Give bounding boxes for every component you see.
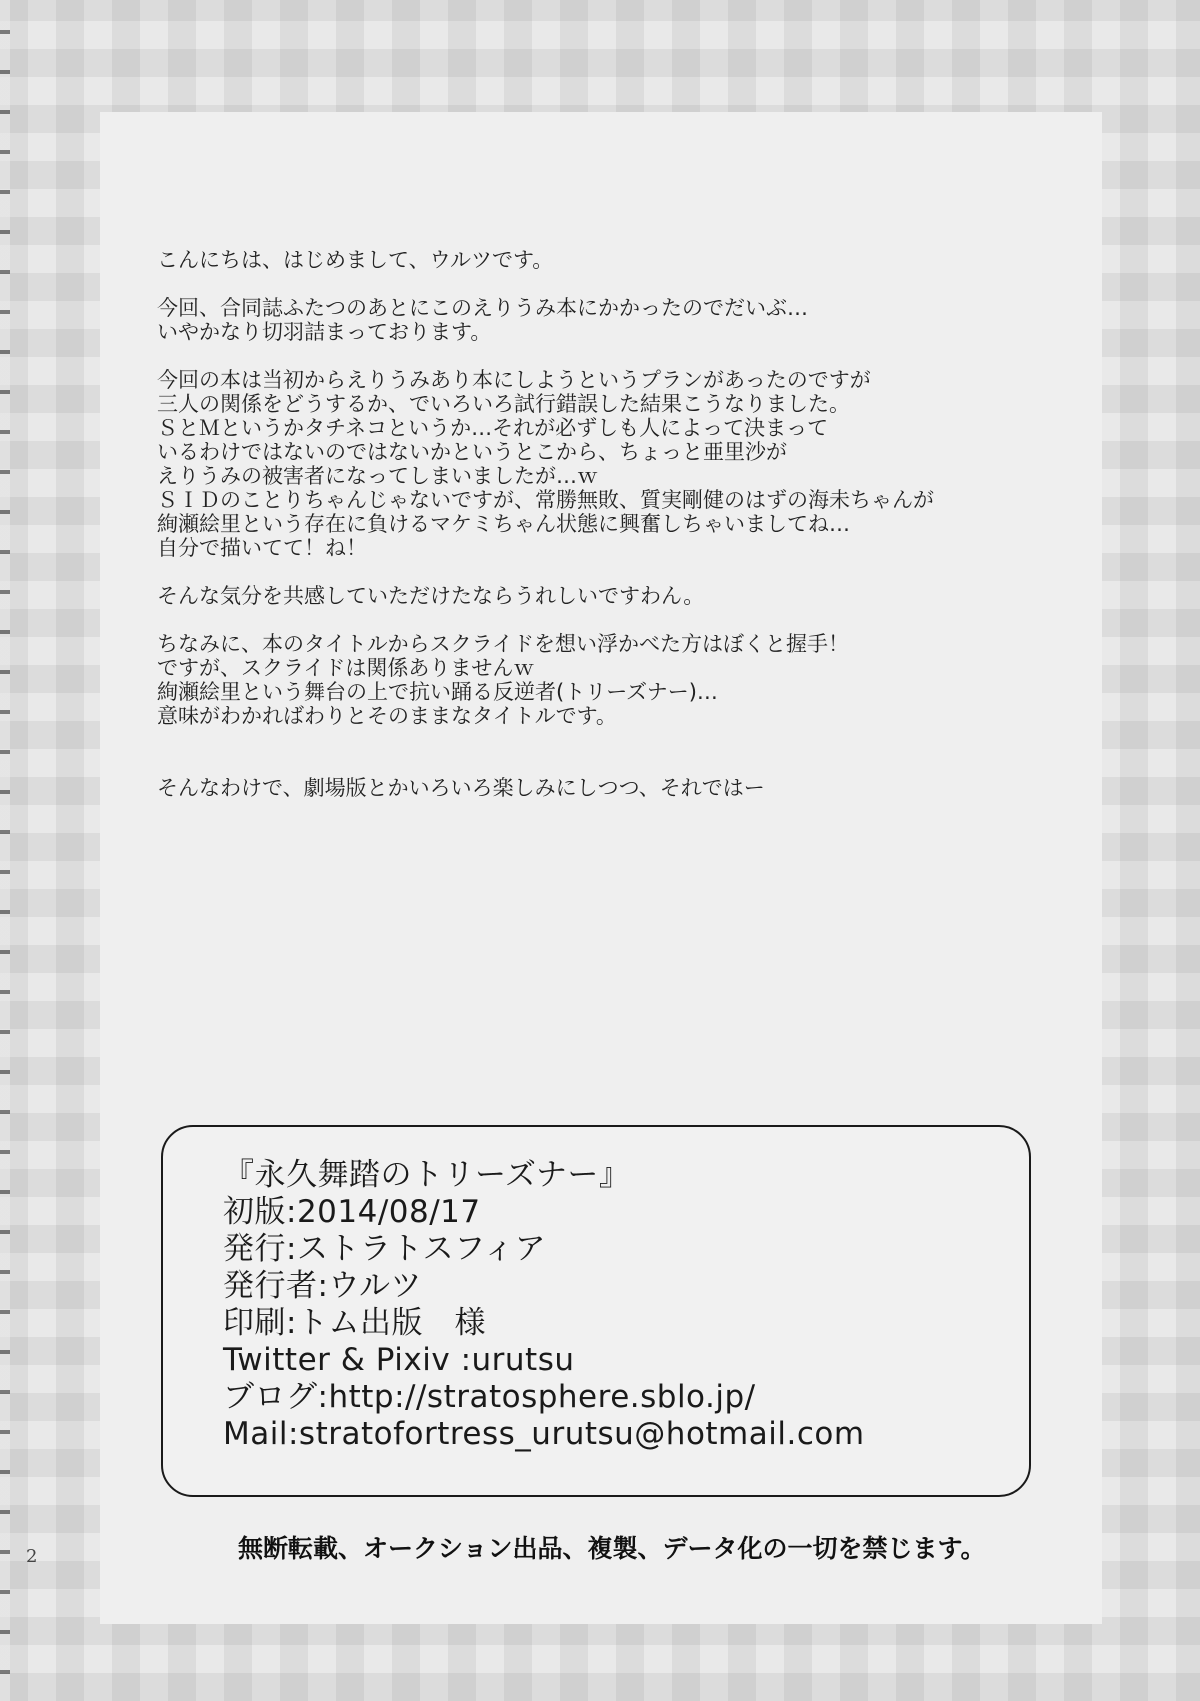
text-line: ちなみに、本のタイトルからスクライドを想い浮かべた方はぼくと握手！ [157,632,849,656]
paragraph-title-note [157,632,1087,728]
text-line: 三人の関係をどうするか、でいろいろ試行錯誤した結果こうなりました。 [157,392,850,416]
text-line: 自分で描いてて！ね！ [157,536,367,560]
page-number: 2 [26,1546,38,1567]
text-line: いるわけではないのではないかというとこから、ちょっと亜里沙が [157,440,787,464]
text-line: 絢瀬絵里という存在に負けるマケミちゃん状態に興奮しちゃいましてね… [157,512,850,536]
paragraph-greeting [157,248,1087,272]
binding-edge [0,0,10,1701]
text-line: えりうみの被害者になってしまいましたが…ｗ [157,464,598,488]
paragraph-concept [157,368,1087,560]
text-line: そんな気分を共感していただけたならうれしいですわん。 [157,584,705,608]
colophon-first-edition: 初版:2014/08/17 [223,1194,481,1230]
colophon-publisher: 発行:ストラトスフィア [223,1231,547,1267]
paragraph-closing [157,776,1087,800]
colophon-box [161,1125,1031,1497]
text-line: 意味がわかればわりとそのままなタイトルです。 [157,704,617,728]
colophon-author: 発行者:ウルツ [223,1268,423,1304]
paragraph-empathy [157,584,1087,608]
colophon-title: 『永久舞踏のトリーズナー』 [223,1157,631,1193]
text-line: ですが、スクライドは関係ありませんｗ [157,656,535,680]
text-line: こんにちは、はじめまして、ウルツです。 [157,248,554,272]
paragraph-schedule [157,296,1087,344]
text-line: 絢瀬絵里という舞台の上で抗い踊る反逆者(トリーズナー)… [157,680,718,704]
colophon-social: Twitter & Pixiv :urutsu [223,1342,575,1378]
colophon-printer: 印刷:トム出版 様 [223,1305,486,1341]
text-line: ＳＩＤのことりちゃんじゃないですが、常勝無敗、質実剛健のはずの海未ちゃんが [157,488,934,512]
copyright-notice: 無断転載、オークション出品、複製、データ化の一切を禁じます。 [238,1534,986,1563]
text-line: そんなわけで、劇場版とかいろいろ楽しみにしつつ、それではー [157,776,765,800]
colophon-lines [223,1157,1023,1453]
colophon-blog: ブログ:http://stratosphere.sblo.jp/ [223,1379,756,1415]
afterword-text [157,248,1087,800]
text-line: いやかなり切羽詰まっております。 [157,320,492,344]
text-line: 今回、合同誌ふたつのあとにこのえりうみ本にかかったのでだいぶ… [157,296,808,320]
text-line: ＳとＭというかタチネコというか…それが必ずしも人によって決まって [157,416,829,440]
text-line: 今回の本は当初からえりうみあり本にしようというプランがあったのですが [157,368,871,392]
colophon-mail: Mail:stratofortress_urutsu@hotmail.com [223,1416,865,1452]
